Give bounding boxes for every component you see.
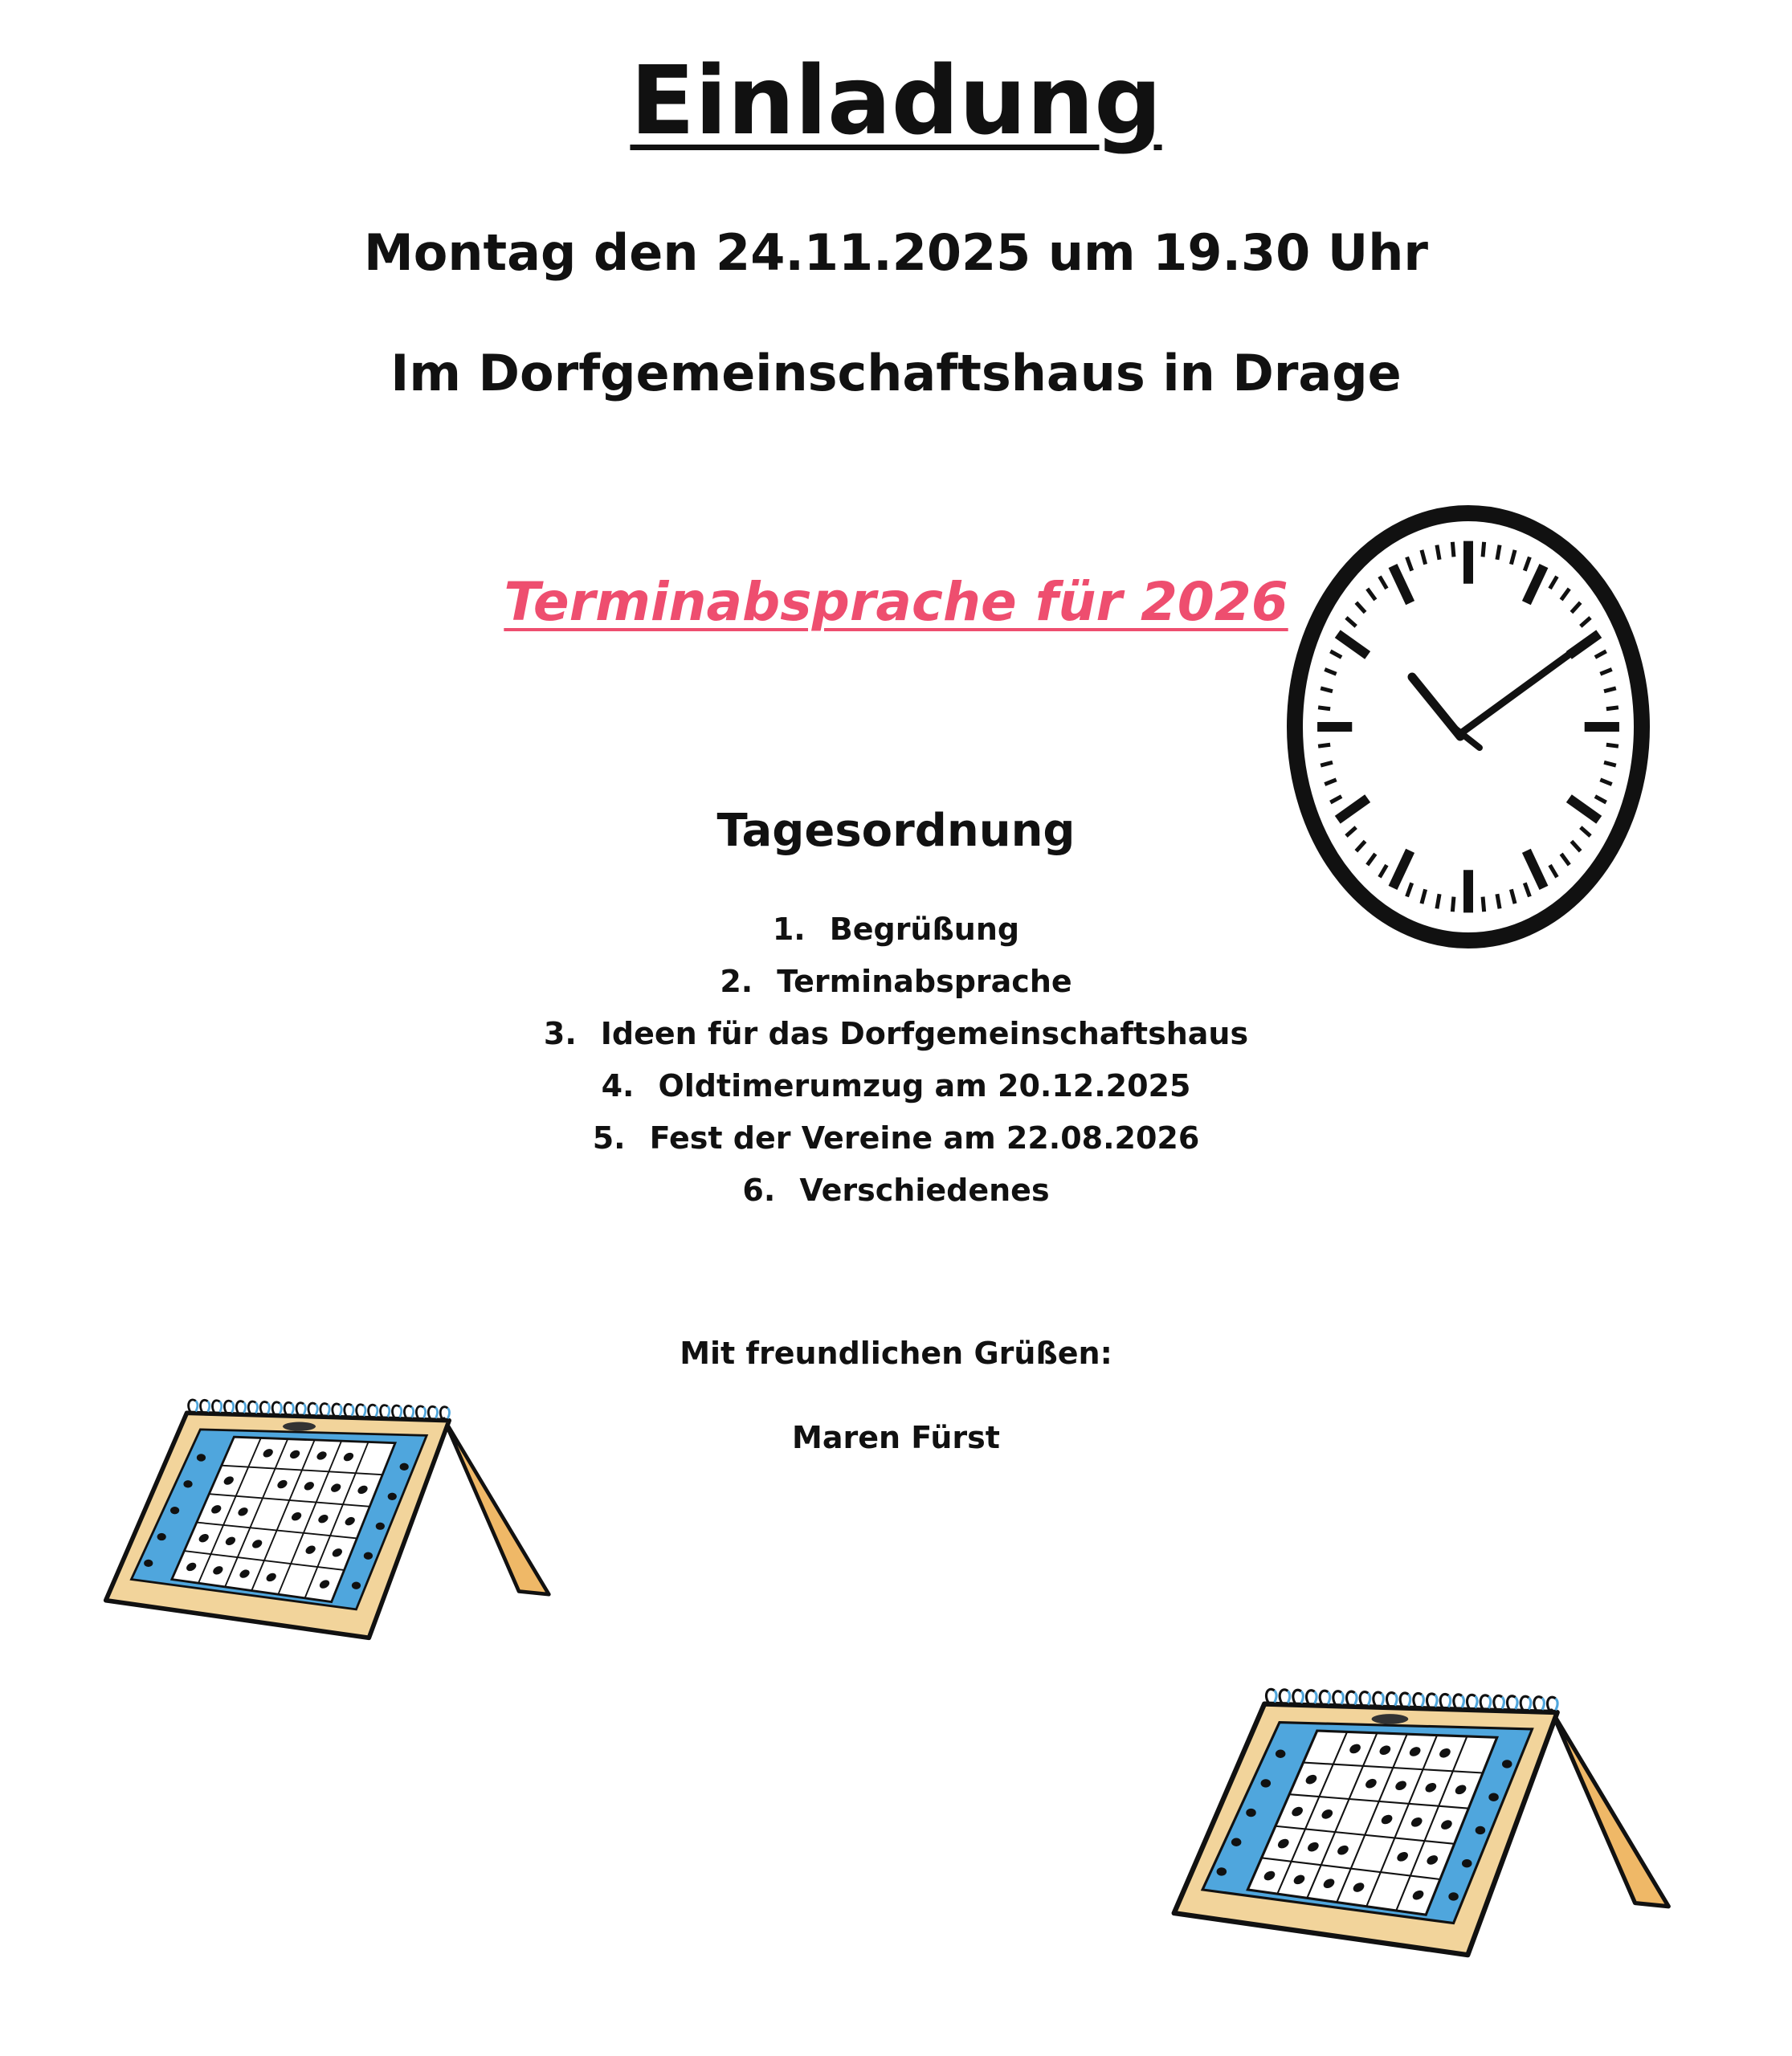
agenda-item-text: Begrüßung	[829, 912, 1020, 947]
signature-name: Maren Fürst	[792, 1420, 1000, 1455]
agenda-item-number: 6.	[742, 1173, 776, 1208]
closing-greeting: Mit freundlichen Grüßen:	[680, 1336, 1112, 1371]
agenda-item	[0, 904, 1792, 956]
agenda-item-number: 3.	[543, 1016, 577, 1051]
agenda-item-text: Terminabsprache	[777, 964, 1072, 999]
agenda-item-text: Verschiedenes	[799, 1173, 1050, 1208]
agenda-item-text: Ideen für das Dorfgemeinschaftshaus	[600, 1016, 1249, 1051]
agenda-item-number: 1.	[772, 912, 806, 947]
agenda-item	[0, 1060, 1792, 1112]
agenda-item	[0, 1165, 1792, 1217]
agenda-item-number: 4.	[601, 1068, 635, 1103]
desk-calendar-icon	[103, 1381, 553, 1654]
agenda-item	[0, 1008, 1792, 1060]
agenda-item	[0, 1112, 1792, 1165]
agenda-item-number: 5.	[592, 1120, 626, 1156]
event-topic: Terminabsprache für 2026	[504, 571, 1288, 633]
wall-clock-icon	[1284, 502, 1653, 952]
agenda-item-text: Fest der Vereine am 22.08.2026	[649, 1120, 1200, 1156]
event-datetime: Montag den 24.11.2025 um 19.30 Uhr	[364, 223, 1428, 282]
agenda-item-text: Oldtimerumzug am 20.12.2025	[658, 1068, 1191, 1103]
agenda-item	[0, 956, 1792, 1008]
agenda-list	[0, 904, 1792, 1217]
invitation-title: Einladung	[630, 45, 1162, 156]
desk-calendar-icon	[1169, 1670, 1675, 1972]
event-location: Im Dorfgemeinschaftshaus in Drage	[390, 344, 1402, 402]
agenda-item-number: 2.	[720, 964, 753, 999]
agenda-heading: Tagesordnung	[716, 805, 1076, 857]
